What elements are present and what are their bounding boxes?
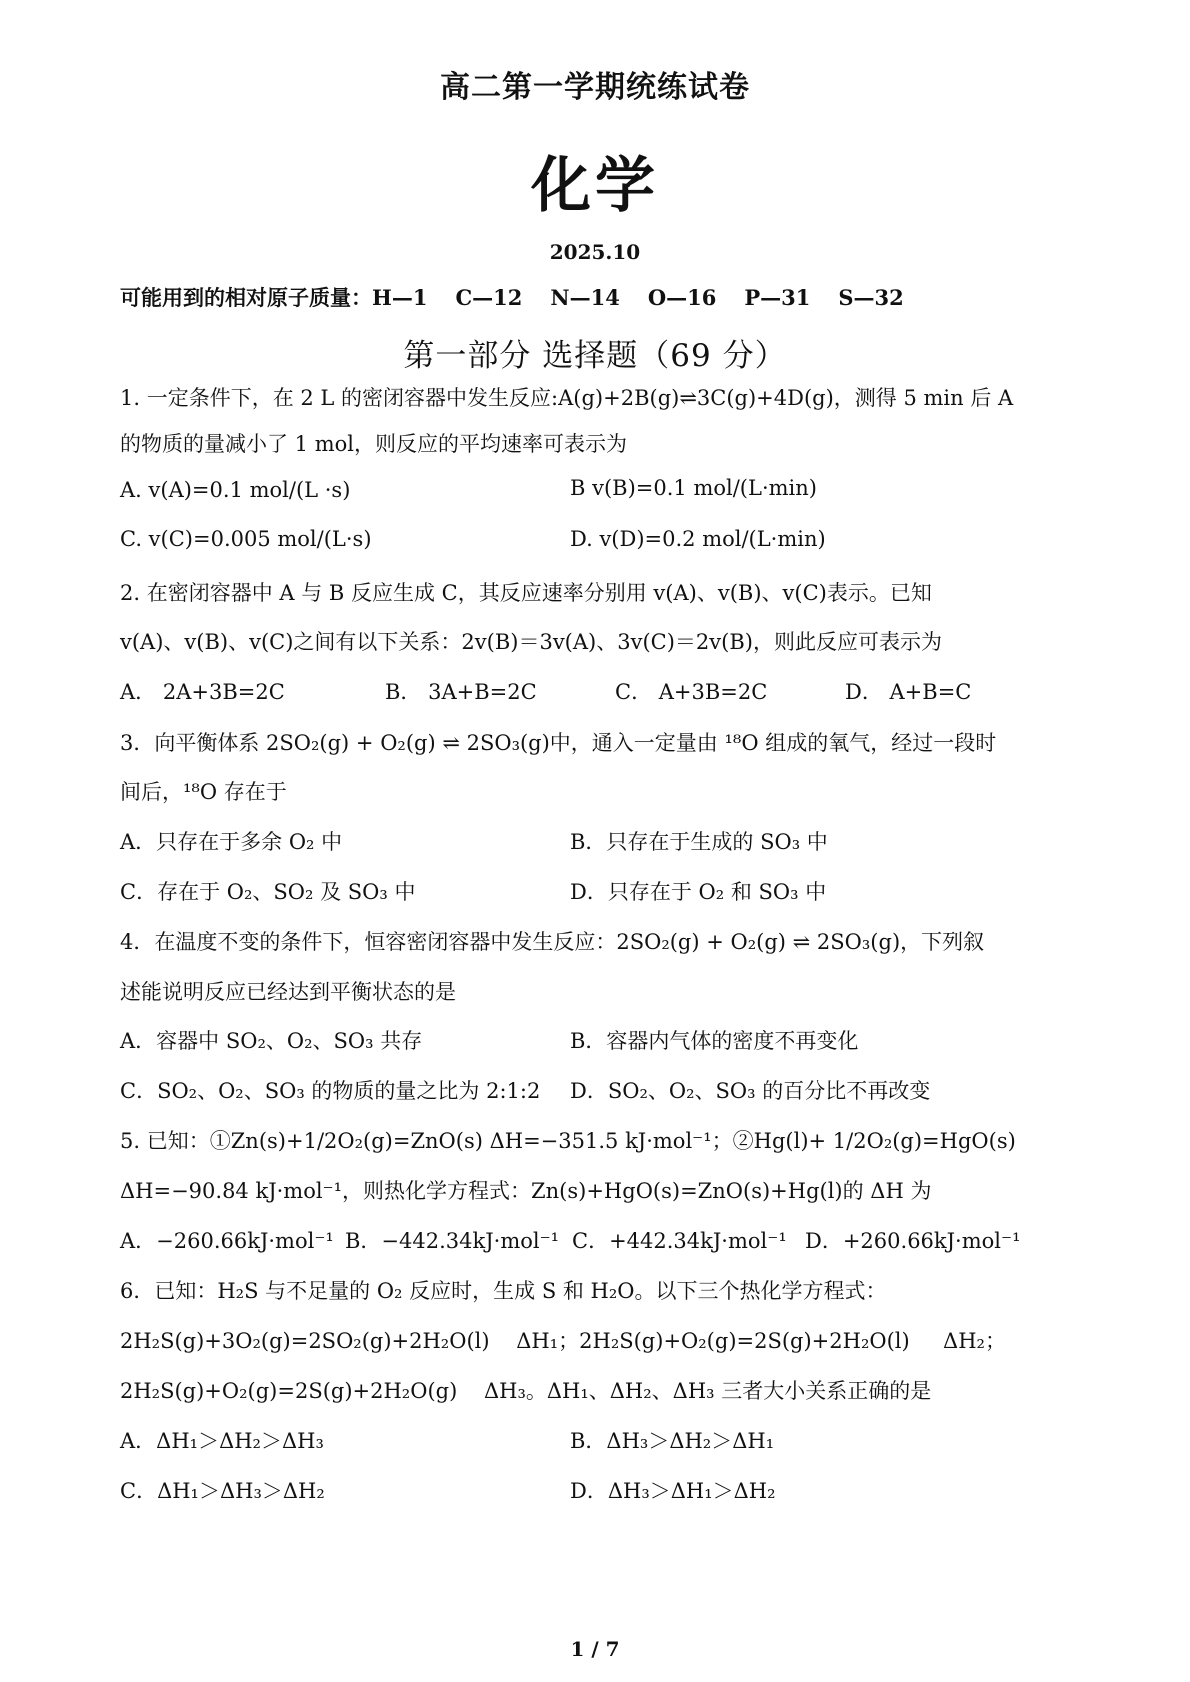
mass-n: N—14 <box>550 285 620 310</box>
q6-option-c: C．ΔH₁＞ΔH₃＞ΔH₂ <box>120 1479 325 1503</box>
q6-option-b: B．ΔH₃＞ΔH₂＞ΔH₁ <box>570 1429 775 1453</box>
q5-option-c: C．+442.34kJ·mol⁻¹ <box>572 1229 787 1253</box>
q4-option-d: D．SO₂、O₂、SO₃ 的百分比不再改变 <box>570 1079 931 1103</box>
q3-option-d: D．只存在于 O₂ 和 SO₃ 中 <box>570 880 827 904</box>
mass-s: S—32 <box>838 285 904 310</box>
mass-o: O—16 <box>647 285 717 310</box>
q4-option-c: C．SO₂、O₂、SO₃ 的物质的量之比为 2:1:2 <box>120 1079 541 1103</box>
mass-p: P—31 <box>744 285 811 310</box>
q1-stem-line-1: 1. 一定条件下，在 2 L 的密闭容器中发生反应:A(g)+2B(g)⇌3C(g)+4D(g)，测得 5 min 后 A <box>120 386 1014 410</box>
q3-option-b: B．只存在于生成的 SO₃ 中 <box>570 830 828 854</box>
relative-atomic-mass-line <box>120 282 904 312</box>
q3-option-c: C．存在于 O₂、SO₂ 及 SO₃ 中 <box>120 880 416 904</box>
q6-option-a: A．ΔH₁＞ΔH₂＞ΔH₃ <box>120 1429 324 1453</box>
q6-option-d: D．ΔH₃＞ΔH₁＞ΔH₂ <box>570 1479 776 1503</box>
q6-stem-line-1: 6．已知：H₂S 与不足量的 O₂ 反应时，生成 S 和 H₂O。以下三个热化学方程式： <box>120 1279 887 1303</box>
q1-stem-line-2: 的物质的量减小了 1 mol，则反应的平均速率可表示为 <box>120 432 627 456</box>
exam-date: 2025.10 <box>549 240 641 264</box>
q2-stem-line-1: 2. 在密闭容器中 A 与 B 反应生成 C，其反应速率分别用 v(A)、v(B)、v(C)表示。已知 <box>120 581 932 605</box>
mass-c: C—12 <box>455 285 523 310</box>
q3-stem-line-1: 3．向平衡体系 2SO₂(g) + O₂(g) ⇌ 2SO₃(g)中，通入一定量由 ¹⁸O 组成的氧气，经过一段时 <box>120 731 997 755</box>
q6-stem-line-3: 2H₂S(g)+O₂(g)=2S(g)+2H₂O(g) ΔH₃。ΔH₁、ΔH₂、ΔH₃ 三者大小关系正确的是 <box>120 1379 932 1403</box>
q2-option-c: C． A+3B=2C <box>615 680 768 704</box>
q5-option-a: A．−260.66kJ·mol⁻¹ <box>120 1229 334 1253</box>
q5-option-d: D．+260.66kJ·mol⁻¹ <box>805 1229 1021 1253</box>
q1-option-d: D. v(D)=0.2 mol/(L·min) <box>570 527 826 551</box>
q3-stem-line-2: 间后，¹⁸O 存在于 <box>120 780 287 804</box>
q4-stem-line-1: 4．在温度不变的条件下，恒容密闭容器中发生反应：2SO₂(g) + O₂(g) ⇌ 2SO₃(g)，下列叙 <box>120 930 985 954</box>
page-number: 1 / 7 <box>570 1637 620 1661</box>
q4-stem-line-2: 述能说明反应已经达到平衡状态的是 <box>120 980 456 1004</box>
q4-option-a: A．容器中 SO₂、O₂、SO₃ 共存 <box>120 1029 423 1053</box>
q2-option-b: B． 3A+B=2C <box>385 680 537 704</box>
q5-stem-line-1: 5. 已知：①Zn(s)+1/2O₂(g)=ZnO(s) ΔH=−351.5 kJ·mol⁻¹；②Hg(l)+ 1/2O₂(g)=HgO(s) <box>120 1129 1016 1153</box>
q1-option-b: B v(B)=0.1 mol/(L·min) <box>570 476 817 500</box>
q5-option-b: B．−442.34kJ·mol⁻¹ <box>345 1229 560 1253</box>
q1-option-c: C. v(C)=0.005 mol/(L·s) <box>120 527 372 551</box>
q2-option-d: D． A+B=C <box>845 680 972 704</box>
q5-stem-line-2: ΔH=−90.84 kJ·mol⁻¹，则热化学方程式：Zn(s)+HgO(s)=ZnO(s)+Hg(l)的 ΔH 为 <box>120 1179 932 1203</box>
q2-option-a: A． 2A+3B=2C <box>120 680 285 704</box>
q6-stem-line-2: 2H₂S(g)+3O₂(g)=2SO₂(g)+2H₂O(l) ΔH₁；2H₂S(g)+O₂(g)=2S(g)+2H₂O(l) ΔH₂； <box>120 1329 1006 1353</box>
q3-option-a: A．只存在于多余 O₂ 中 <box>120 830 343 854</box>
subject-title: 化学 <box>531 151 659 221</box>
mass-label: 可能用到的相对原子质量： <box>120 285 372 310</box>
q4-option-b: B．容器内气体的密度不再变化 <box>570 1029 859 1053</box>
mass-h: H—1 <box>372 285 428 310</box>
q1-option-a: A. v(A)=0.1 mol/(L ·s) <box>120 478 351 502</box>
exam-title: 高二第一学期统练试卷 <box>440 70 750 105</box>
section-title: 第一部分 选择题（69 分） <box>403 338 787 374</box>
q2-stem-line-2: v(A)、v(B)、v(C)之间有以下关系：2v(B)＝3v(A)、3v(C)＝2v(B)，则此反应可表示为 <box>120 630 942 654</box>
